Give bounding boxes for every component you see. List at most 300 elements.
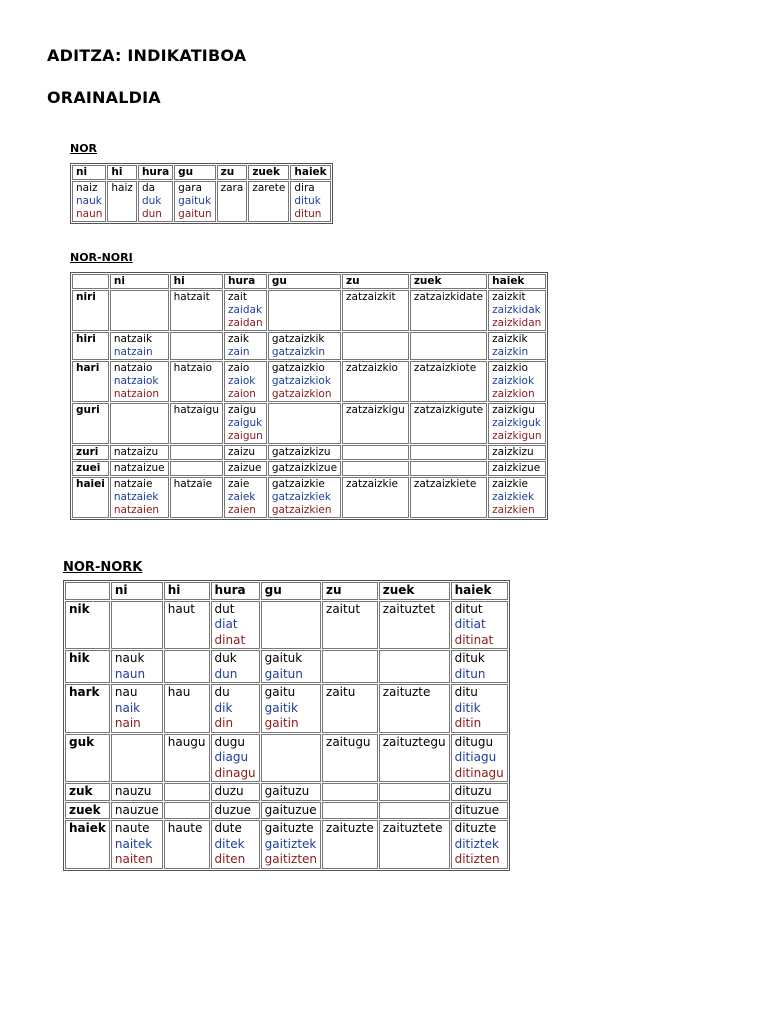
table-cell xyxy=(322,650,378,683)
table-cell xyxy=(451,802,508,820)
table-cell xyxy=(261,650,321,683)
table-row xyxy=(65,734,508,783)
verb-form: diten xyxy=(214,852,246,866)
verb-form: duk xyxy=(141,195,162,207)
table-cell xyxy=(488,445,545,460)
verb-form: zaizkidak xyxy=(492,304,541,316)
verb-form: duzue xyxy=(214,802,252,817)
verb-form: ditin xyxy=(454,716,482,730)
verb-form: zaizkion xyxy=(492,388,535,400)
verb-form: zaitugu xyxy=(326,734,371,749)
row-label-hik: hik xyxy=(65,650,110,683)
verb-form: diat xyxy=(214,617,238,631)
table-cell xyxy=(410,477,487,518)
verb-form: zaizkien xyxy=(492,504,535,516)
table-cell xyxy=(211,601,260,650)
verb-form: haugu xyxy=(167,734,206,749)
verb-form: dira xyxy=(294,182,315,194)
table-cell xyxy=(379,734,450,783)
verb-form: natzaiok xyxy=(113,375,159,387)
column-header-gu: gu xyxy=(268,274,341,289)
table-cell xyxy=(174,181,215,222)
verb-form: dinagu xyxy=(214,765,256,780)
verb-form: natzaiek xyxy=(113,491,159,503)
table-cell xyxy=(342,332,409,360)
verb-form: zaituzte xyxy=(382,685,431,699)
table-cell xyxy=(110,445,169,460)
verb-form: natzaizu xyxy=(113,446,159,458)
table-cell xyxy=(111,783,163,801)
table-cell xyxy=(451,650,508,683)
verb-form: zait xyxy=(227,291,247,303)
table-row xyxy=(72,445,546,460)
nor-nori-section xyxy=(70,251,548,520)
verb-form: natzaion xyxy=(113,388,160,400)
verb-form: zaiok xyxy=(227,375,256,387)
verb-form: zaizkin xyxy=(492,346,529,358)
verb-form: naiten xyxy=(114,852,153,866)
verb-form: gaitun xyxy=(264,666,303,681)
verb-form: ditiagu xyxy=(454,750,497,764)
verb-form: zaien xyxy=(227,504,256,516)
table-cell xyxy=(224,445,267,460)
verb-form: hatzaio xyxy=(173,362,213,374)
verb-form: gaitin xyxy=(264,716,299,730)
table-row xyxy=(65,802,508,820)
verb-form: zara xyxy=(220,182,244,194)
nor-title: NOR xyxy=(70,142,98,155)
verb-form: zaizkigun xyxy=(492,430,542,442)
verb-form: gatzaizkiok xyxy=(271,375,331,387)
verb-form: gaitizten xyxy=(264,852,318,866)
verb-form: zaie xyxy=(227,478,250,490)
verb-form: haut xyxy=(167,601,196,616)
row-label-hiri: hiri xyxy=(72,332,109,360)
verb-form: zatzaizkiete xyxy=(413,478,477,490)
table-cell xyxy=(111,650,163,683)
verb-form: zaizue xyxy=(227,462,262,474)
table-cell xyxy=(110,403,169,444)
nor-section xyxy=(70,142,333,224)
table-cell xyxy=(379,783,450,801)
table-cell xyxy=(111,734,163,783)
column-header-zu: zu xyxy=(342,274,409,289)
header-row xyxy=(65,582,508,600)
table-cell xyxy=(211,783,260,801)
verb-form: zaiguk xyxy=(227,417,263,429)
nor-nori-title: NOR-NORI xyxy=(70,251,133,264)
column-header-ni: ni xyxy=(111,582,163,600)
row-label-guri: guri xyxy=(72,403,109,444)
verb-form: zaizkiek xyxy=(492,491,535,503)
row-label-nik: nik xyxy=(65,601,110,650)
nor-table xyxy=(70,163,333,224)
corner-header xyxy=(72,274,109,289)
verb-form: natzaio xyxy=(113,362,153,374)
table-cell xyxy=(110,461,169,476)
table-cell xyxy=(224,477,267,518)
verb-form: natzaik xyxy=(113,333,153,345)
table-cell xyxy=(410,290,487,331)
verb-form: natzaien xyxy=(113,504,160,516)
verb-form: zaidan xyxy=(227,317,263,329)
column-header-zuek: zuek xyxy=(410,274,487,289)
table-cell xyxy=(410,403,487,444)
table-cell xyxy=(268,361,341,402)
table-cell xyxy=(322,601,378,650)
column-header-gu: gu xyxy=(261,582,321,600)
verb-form: zaizkizu xyxy=(492,446,534,458)
table-cell xyxy=(170,361,223,402)
verb-form: nauzu xyxy=(114,784,152,798)
table-cell xyxy=(111,684,163,733)
verb-form: nau xyxy=(114,685,138,699)
verb-form: nauk xyxy=(76,195,102,207)
verb-form: natzaie xyxy=(113,478,153,490)
column-header-haiek: haiek xyxy=(451,582,508,600)
verb-form: gaituzu xyxy=(264,784,310,798)
table-row xyxy=(65,684,508,733)
table-cell xyxy=(224,403,267,444)
row-label-zuri: zuri xyxy=(72,445,109,460)
verb-form: natzaizue xyxy=(113,462,165,474)
verb-form: zaizkiguk xyxy=(492,417,541,429)
table-cell xyxy=(261,734,321,783)
verb-form: zaidak xyxy=(227,304,263,316)
verb-form: naiz xyxy=(76,182,98,194)
verb-form: zaik xyxy=(227,333,249,345)
column-header-hi: hi xyxy=(170,274,223,289)
table-cell xyxy=(164,802,210,820)
verb-form: zaituzte xyxy=(326,821,374,835)
table-cell xyxy=(410,332,487,360)
verb-form: dituzte xyxy=(454,821,497,835)
verb-form: zatzaizkit xyxy=(346,291,396,303)
verb-form: gaituk xyxy=(264,651,303,665)
table-cell xyxy=(488,361,545,402)
table-cell xyxy=(170,403,223,444)
verb-form: ditek xyxy=(214,836,245,851)
table-cell xyxy=(451,734,508,783)
table-cell xyxy=(451,783,508,801)
table-cell xyxy=(342,403,409,444)
row-label-zuek: zuek xyxy=(65,802,110,820)
verb-form: nauzue xyxy=(114,802,159,817)
table-cell xyxy=(211,684,260,733)
table-cell xyxy=(170,290,223,331)
verb-form: duk xyxy=(214,651,237,665)
row-label-guk: guk xyxy=(65,734,110,783)
verb-form: din xyxy=(214,716,234,730)
table-cell xyxy=(451,820,508,869)
verb-form: dun xyxy=(214,666,238,681)
table-cell xyxy=(211,802,260,820)
verb-form: naik xyxy=(114,700,141,715)
nor-nork-table xyxy=(63,580,510,871)
verb-form: ditun xyxy=(454,666,486,681)
table-cell xyxy=(110,290,169,331)
verb-form: naute xyxy=(114,821,150,835)
verb-form: zatzaizkio xyxy=(346,362,398,374)
nor-nork-section xyxy=(63,560,510,871)
verb-form: hatzaie xyxy=(173,478,213,490)
verb-form: zaizkizue xyxy=(492,462,541,474)
verb-form: zaizkigu xyxy=(492,404,535,416)
table-row xyxy=(72,290,546,331)
verb-form: zaituztet xyxy=(382,601,436,616)
table-cell xyxy=(268,332,341,360)
verb-form: gatzaizkiek xyxy=(271,491,331,503)
verb-form: gaituk xyxy=(178,195,212,207)
verb-form: gaitu xyxy=(264,685,296,699)
verb-form: ditut xyxy=(454,601,483,616)
row-label-haiei: haiei xyxy=(72,477,109,518)
verb-form: zaituztegu xyxy=(382,734,446,749)
verb-form: naitek xyxy=(114,836,153,851)
verb-form: du xyxy=(214,685,230,699)
verb-form: dugu xyxy=(214,734,245,749)
table-row xyxy=(65,650,508,683)
verb-form: gaituzue xyxy=(264,802,317,817)
table-cell xyxy=(170,461,223,476)
verb-form: naun xyxy=(76,208,103,220)
verb-form: zatzaizkigute xyxy=(413,404,484,416)
table-cell xyxy=(322,820,378,869)
verb-form: zaizu xyxy=(227,446,256,458)
table-cell xyxy=(268,403,341,444)
table-cell xyxy=(111,601,163,650)
column-header-hura: hura xyxy=(211,582,260,600)
verb-form: zatzaizkidate xyxy=(413,291,483,303)
table-cell xyxy=(111,802,163,820)
row-label-haiek: haiek xyxy=(65,820,110,869)
column-header-gu: gu xyxy=(174,165,215,180)
table-cell xyxy=(110,332,169,360)
table-cell xyxy=(110,361,169,402)
verb-form: hau xyxy=(167,685,191,699)
table-cell xyxy=(164,601,210,650)
table-cell xyxy=(211,734,260,783)
table-cell xyxy=(322,734,378,783)
corner-header xyxy=(65,582,110,600)
verb-form: diagu xyxy=(214,750,249,764)
row-label-hark: hark xyxy=(65,684,110,733)
verb-form: ditugu xyxy=(454,734,494,749)
table-row xyxy=(72,477,546,518)
table-row xyxy=(72,403,546,444)
verb-form: gatzaizkio xyxy=(271,362,325,374)
table-cell xyxy=(268,290,341,331)
verb-form: zaizkik xyxy=(492,333,528,345)
table-cell xyxy=(211,650,260,683)
table-cell xyxy=(410,361,487,402)
verb-form: gatzaizkik xyxy=(271,333,325,345)
column-header-hi: hi xyxy=(107,165,137,180)
verb-form: zain xyxy=(227,346,250,358)
table-row xyxy=(65,783,508,801)
verb-form: ditiztek xyxy=(454,836,499,851)
verb-form: dituzue xyxy=(454,802,500,817)
table-cell xyxy=(110,477,169,518)
verb-form: naun xyxy=(114,666,146,681)
verb-form: zaituztete xyxy=(382,821,443,835)
table-cell xyxy=(164,783,210,801)
verb-form: dinat xyxy=(214,632,246,647)
verb-form: dituzu xyxy=(454,784,492,798)
table-cell xyxy=(268,445,341,460)
table-cell xyxy=(379,601,450,650)
table-cell xyxy=(488,461,545,476)
table-cell xyxy=(410,445,487,460)
verb-form: haiz xyxy=(111,182,133,194)
table-cell xyxy=(248,181,289,222)
nor-nork-title: NOR-NORK xyxy=(63,560,143,575)
table-cell xyxy=(488,403,545,444)
verb-form: zaizkiok xyxy=(492,375,535,387)
verb-form: zaion xyxy=(227,388,256,400)
column-header-zu: zu xyxy=(322,582,378,600)
table-cell xyxy=(322,684,378,733)
table-cell xyxy=(107,181,137,222)
table-cell xyxy=(261,684,321,733)
header-row xyxy=(72,165,331,180)
verb-form: gatzaizkien xyxy=(271,504,332,516)
table-cell xyxy=(170,477,223,518)
table-cell xyxy=(164,734,210,783)
verb-form: gatzaizkion xyxy=(271,388,332,400)
verb-form: zatzaizkiote xyxy=(413,362,477,374)
verb-form: ditiat xyxy=(454,617,486,631)
table-cell xyxy=(261,802,321,820)
verb-form: ditizten xyxy=(454,852,500,866)
verb-form: gaitun xyxy=(178,208,212,220)
verb-form: gara xyxy=(178,182,203,194)
verb-form: haute xyxy=(167,821,203,835)
table-cell xyxy=(164,650,210,683)
table-cell xyxy=(261,601,321,650)
table-cell xyxy=(451,684,508,733)
verb-form: dute xyxy=(214,821,242,835)
verb-form: zarete xyxy=(252,182,286,194)
row-label-hari: hari xyxy=(72,361,109,402)
verb-form: hatzait xyxy=(173,291,210,303)
table-cell xyxy=(379,820,450,869)
verb-form: zaizkit xyxy=(492,291,526,303)
verb-form: hatzaigu xyxy=(173,404,219,416)
table-cell xyxy=(211,820,260,869)
verb-form: dituk xyxy=(294,195,321,207)
table-cell xyxy=(322,802,378,820)
table-cell xyxy=(342,290,409,331)
verb-form: dun xyxy=(141,208,162,220)
table-cell xyxy=(379,684,450,733)
table-cell xyxy=(261,820,321,869)
column-header-ni: ni xyxy=(110,274,169,289)
table-cell xyxy=(379,802,450,820)
verb-form: ditinagu xyxy=(454,765,504,780)
table-cell xyxy=(224,461,267,476)
table-row xyxy=(72,461,546,476)
column-header-hi: hi xyxy=(164,582,210,600)
table-cell xyxy=(488,332,545,360)
table-cell xyxy=(488,290,545,331)
table-row xyxy=(72,332,546,360)
verb-form: dituk xyxy=(454,651,485,665)
column-header-ni: ni xyxy=(72,165,106,180)
verb-form: zaizkie xyxy=(492,478,528,490)
table-cell xyxy=(342,445,409,460)
document-title: ADITZA: INDIKATIBOA xyxy=(47,46,247,65)
table-row xyxy=(72,361,546,402)
verb-form: da xyxy=(141,182,156,194)
table-cell xyxy=(290,181,330,222)
table-cell xyxy=(170,332,223,360)
verb-form: zatzaizkie xyxy=(346,478,398,490)
verb-form: ditu xyxy=(454,685,478,699)
verb-form: gaituzte xyxy=(264,821,314,835)
table-cell xyxy=(342,461,409,476)
table-cell xyxy=(164,684,210,733)
table-row xyxy=(65,820,508,869)
verb-form: gatzaizkie xyxy=(271,478,325,490)
table-cell xyxy=(379,650,450,683)
table-cell xyxy=(261,783,321,801)
column-header-hura: hura xyxy=(224,274,267,289)
verb-form: ditik xyxy=(454,700,481,715)
verb-form: zaigu xyxy=(227,404,257,416)
row-label-niri: niri xyxy=(72,290,109,331)
table-cell xyxy=(217,181,248,222)
verb-form: zatzaizkigu xyxy=(346,404,405,416)
table-cell xyxy=(488,477,545,518)
verb-form: gatzaizkin xyxy=(271,346,326,358)
verb-form: zaitu xyxy=(326,685,356,699)
column-header-zuek: zuek xyxy=(379,582,450,600)
nor-nori-table xyxy=(70,272,548,520)
table-cell xyxy=(164,820,210,869)
verb-form: natzain xyxy=(113,346,153,358)
verb-form: nauk xyxy=(114,651,145,665)
table-cell xyxy=(224,290,267,331)
verb-form: duzu xyxy=(214,784,244,798)
verb-form: gatzaizkizu xyxy=(271,446,331,458)
column-header-hura: hura xyxy=(138,165,173,180)
verb-form: ditun xyxy=(294,208,322,220)
verb-form: ditinat xyxy=(454,632,494,647)
table-cell xyxy=(111,820,163,869)
row-label-zuk: zuk xyxy=(65,783,110,801)
verb-form: zaizkidan xyxy=(492,317,542,329)
table-cell xyxy=(342,477,409,518)
verb-form: zaizkio xyxy=(492,362,528,374)
table-cell xyxy=(72,181,106,222)
table-cell xyxy=(322,783,378,801)
row-label-zuei: zuei xyxy=(72,461,109,476)
table-cell xyxy=(224,361,267,402)
verb-form: gaitiztek xyxy=(264,836,317,851)
table-cell xyxy=(451,601,508,650)
table-cell xyxy=(410,461,487,476)
table-cell xyxy=(170,445,223,460)
column-header-zu: zu xyxy=(217,165,248,180)
table-cell xyxy=(138,181,173,222)
verb-form: zaiek xyxy=(227,491,256,503)
verb-form: gaitik xyxy=(264,700,298,715)
table-cell xyxy=(224,332,267,360)
document-subtitle: ORAINALDIA xyxy=(47,88,161,107)
column-header-haiek: haiek xyxy=(488,274,545,289)
table-cell xyxy=(342,361,409,402)
